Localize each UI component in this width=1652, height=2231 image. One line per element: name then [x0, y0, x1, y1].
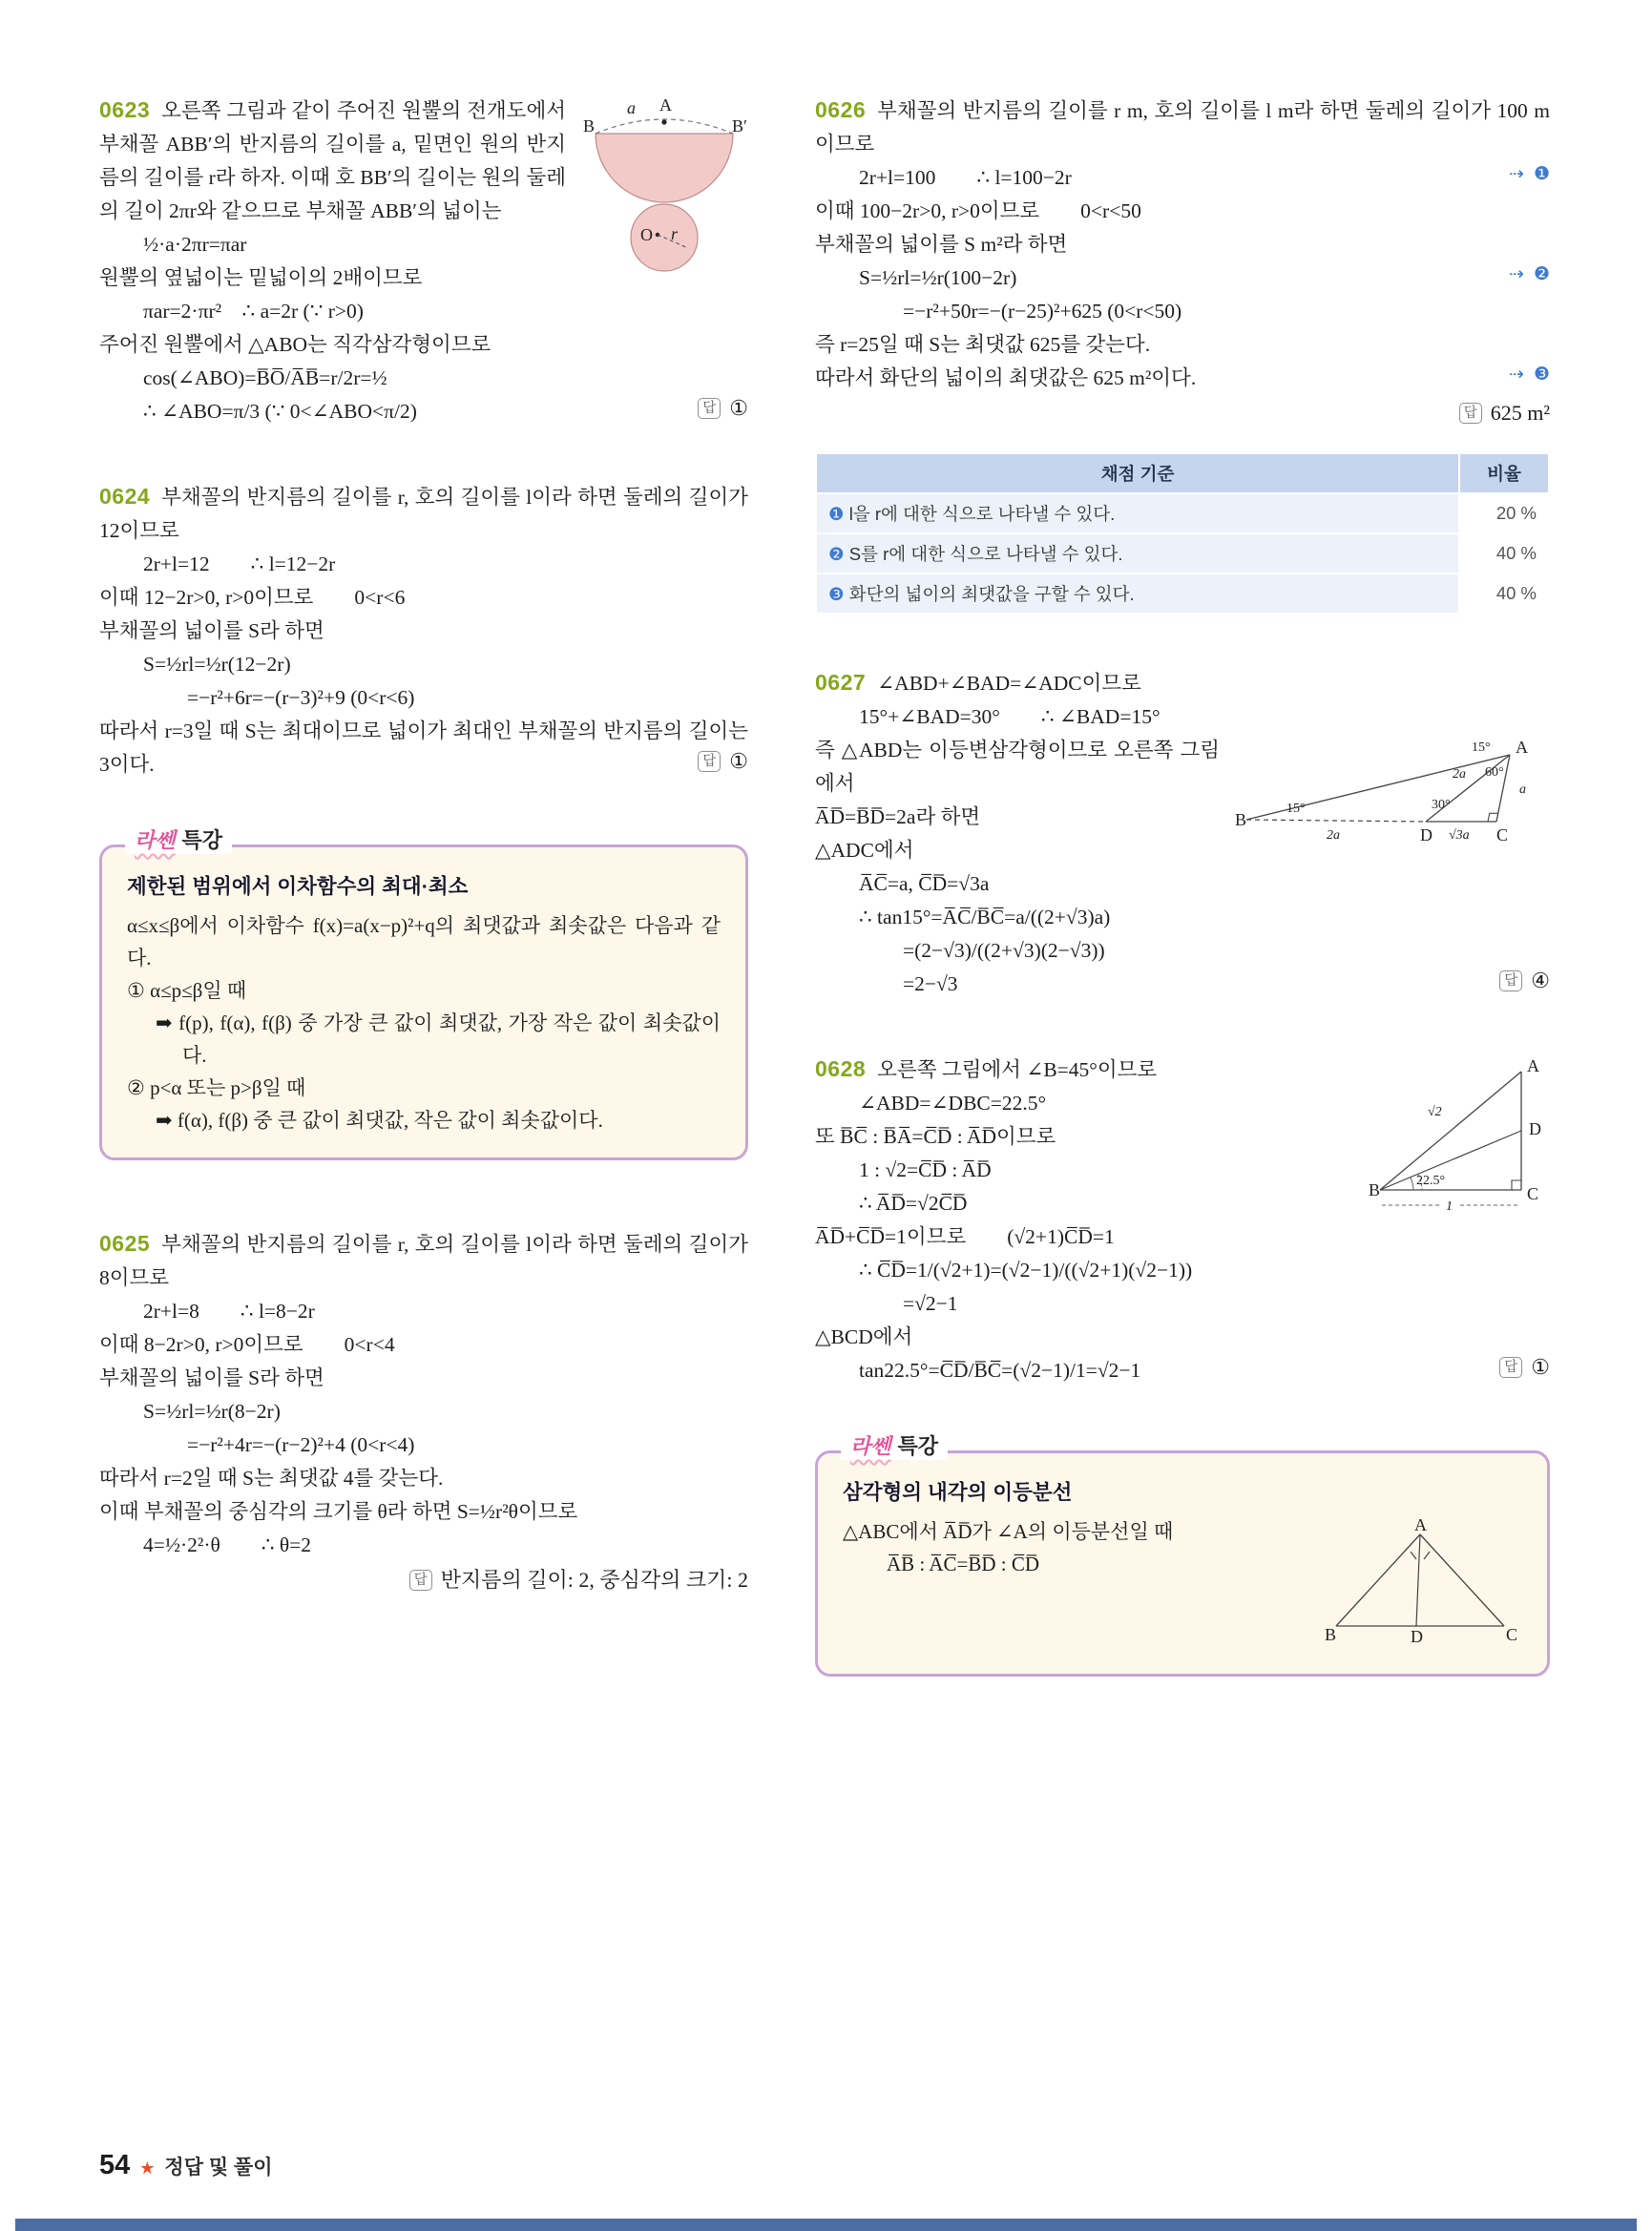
formula-line — [815, 968, 1550, 1001]
line-text: ① α≤p≤β일 때 — [127, 979, 247, 1002]
text-line — [99, 480, 748, 548]
line-text: 부채꼴의 넓이를 S라 하면 — [99, 619, 324, 642]
text-line — [815, 1321, 1550, 1354]
criteria-number-icon: ❶ — [828, 504, 845, 524]
ratio-cell: 40 % — [1460, 574, 1548, 613]
lecture-body — [843, 1515, 1522, 1580]
text-line — [99, 1362, 748, 1395]
line-text: ∴ tan15°=A̅C̅/B̅C̅=a/((2+√3)a) — [859, 906, 1111, 928]
label-C: C — [1496, 825, 1509, 844]
ratio-cell: 20 % — [1460, 494, 1548, 532]
formula-line — [815, 901, 1550, 934]
problem-number: 0626 — [815, 97, 867, 122]
line-text: =−r²+50r=−(r−25)²+625 (0<r<50) — [903, 300, 1182, 323]
step-mark: ⇢ ❶ — [1509, 163, 1552, 184]
formula-line — [843, 1548, 1522, 1580]
line-text: 부채꼴의 반지름의 길이를 r m, 호의 길이를 l m라 하면 둘레의 길이가 100 m이므로 — [815, 99, 1550, 156]
text-line — [815, 1220, 1550, 1254]
line-text: ➡ f(p), f(α), f(β) 중 가장 큰 값이 최댓값, 가장 작은 값이 최솟값이다. — [156, 1011, 721, 1067]
lecture-body — [127, 909, 721, 1136]
text-line — [815, 195, 1550, 228]
problem-number: 0624 — [99, 484, 151, 509]
star-icon: ★ — [139, 2158, 156, 2178]
line-text: 오른쪽 그림에서 ∠B=45°이므로 — [877, 1058, 1158, 1081]
line-text: ② p<α 또는 p>β일 때 — [127, 1076, 306, 1099]
lecture-tag: 특강 — [897, 1434, 939, 1458]
text-line — [815, 228, 1550, 261]
formula-line — [99, 548, 748, 581]
answer-box-icon: 답 — [1459, 403, 1482, 424]
label-B: B — [583, 116, 596, 136]
formula-line — [99, 1428, 748, 1462]
line-text: ∴ A̅D̅=√2C̅D̅ — [859, 1192, 968, 1215]
label-D: D — [1529, 1119, 1541, 1138]
label-A: A — [1414, 1519, 1427, 1534]
text-line — [99, 1495, 748, 1529]
problem-number: 0625 — [99, 1231, 151, 1256]
footer-label: 정답 및 풀이 — [164, 2157, 273, 2179]
label-B: B — [1235, 810, 1247, 829]
text-line — [815, 1053, 1550, 1087]
label-BC-1: 1 — [1446, 1199, 1453, 1214]
page-edge-strip — [15, 2219, 1637, 2231]
lecture-tag: 특강 — [181, 828, 223, 852]
line-text: 2r+l=8 ∴ l=8−2r — [143, 1300, 315, 1323]
line-text: =−r²+4r=−(r−2)²+4 (0<r<4) — [187, 1433, 415, 1456]
line-text: =−r²+6r=−(r−3)²+9 (0<r<6) — [187, 686, 415, 709]
text-line — [815, 734, 1550, 801]
line-text: 이때 8−2r>0, r>0이므로 0<r<4 — [99, 1333, 395, 1356]
label-A: A — [1527, 1056, 1539, 1075]
formula-line — [99, 295, 748, 328]
line-text: ∠ABD+∠BAD=∠ADC이므로 — [877, 672, 1141, 695]
label-angle-B-15: 15° — [1286, 802, 1306, 816]
line-text: △BCD에서 — [815, 1325, 913, 1348]
line-text: 또 B̅C̅ : B̅A̅=C̅D̅ : A̅D̅이므로 — [815, 1125, 1056, 1148]
answer-value: ④ — [1531, 969, 1550, 992]
criteria-cell: ❷ S를 r에 대한 식으로 나타낼 수 있다. — [817, 534, 1458, 573]
line-text: 이때 100−2r>0, r>0이므로 0<r<50 — [815, 199, 1141, 222]
line-text: 부채꼴의 반지름의 길이를 r, 호의 길이를 l이라 하면 둘레의 길이가 12이므로 — [99, 486, 748, 542]
answer-value: ① — [729, 749, 748, 773]
grading-table-row — [817, 494, 1548, 532]
formula-line — [99, 681, 748, 715]
label-AC-a: a — [1519, 782, 1526, 797]
label-r: r — [671, 224, 679, 243]
solution-0625 — [99, 1227, 748, 1600]
line-text: πar=2·πr² ∴ a=2r (∵ r>0) — [143, 300, 364, 323]
page-footer — [99, 2150, 273, 2181]
formula-line — [99, 1295, 748, 1328]
problem-number: 0627 — [815, 670, 867, 695]
right-column — [815, 94, 1550, 1743]
text-line — [99, 581, 748, 615]
answer-value: 625 m² — [1490, 401, 1550, 425]
lecture-box-quadratic-max-min — [99, 828, 748, 1160]
lassen-logo: 라쎈 — [135, 828, 176, 852]
answer-box-icon: 답 — [698, 751, 721, 772]
formula-line — [815, 1254, 1550, 1287]
label-B-prime: B′ — [732, 116, 747, 136]
line-text: A̅C̅=a, C̅D̅=√3a — [859, 872, 990, 895]
text-line — [99, 94, 748, 228]
line-text: A̅D̅+C̅D̅=1이므로 (√2+1)C̅D̅=1 — [815, 1225, 1115, 1248]
formula-line — [815, 1287, 1550, 1321]
criteria-cell: ❸ 화단의 넓이의 최댓값을 구할 수 있다. — [817, 574, 1458, 613]
label-D: D — [1411, 1627, 1423, 1643]
line-text: =√2−1 — [903, 1292, 958, 1315]
page-number: 54 — [99, 2150, 131, 2180]
formula-line — [815, 700, 1550, 734]
solution-0626 — [815, 94, 1550, 433]
line-text: 이때 부채꼴의 중심각의 크기를 θ라 하면 S=½r²θ이므로 — [99, 1500, 578, 1523]
line-text: 원뿔의 옆넓이는 밑넓이의 2배이므로 — [99, 266, 423, 289]
text-line — [99, 715, 748, 782]
text-line — [815, 834, 1550, 867]
line-text: tan22.5°=C̅D̅/B̅C̅=(√2−1)/1=√2−1 — [859, 1359, 1141, 1382]
formula-line — [815, 934, 1550, 968]
text-line — [815, 395, 1550, 433]
text-line — [99, 261, 748, 295]
formula-line — [99, 228, 748, 261]
line-text: ∠ABD=∠DBC=22.5° — [859, 1092, 1047, 1115]
formula-line — [815, 261, 1550, 295]
text-line — [127, 1007, 721, 1072]
line-text: A̅B̅ : A̅C̅=B̅D̅ : C̅D̅ — [887, 1553, 1040, 1575]
answer-value: 반지름의 길이: 2, 중심각의 크기: 2 — [440, 1568, 748, 1592]
text-line — [99, 615, 748, 648]
line-text: 부채꼴의 반지름의 길이를 r, 호의 길이를 l이라 하면 둘레의 길이가 8이므로 — [99, 1233, 748, 1289]
answer — [1499, 1350, 1550, 1385]
formula-line — [815, 1354, 1550, 1387]
text-line — [99, 1227, 748, 1295]
label-angle-30: 30° — [1432, 798, 1451, 812]
label-D: D — [1420, 825, 1432, 844]
solution-0628 — [815, 1053, 1550, 1387]
formula-line — [815, 1087, 1550, 1120]
problem-0623 — [99, 94, 748, 428]
answer — [698, 744, 748, 779]
line-text: 2r+l=12 ∴ l=12−2r — [143, 553, 336, 575]
text-line — [815, 666, 1550, 700]
lecture-box-angle-bisector — [815, 1434, 1550, 1677]
line-text: △ABC에서 A̅D̅가 ∠A의 이등분선일 때 — [843, 1520, 1174, 1543]
text-line — [815, 1120, 1550, 1154]
label-BA-sqrt2: √2 — [1428, 1105, 1442, 1119]
lecture-title: 삼각형의 내각의 이등분선 — [843, 1481, 1073, 1504]
lassen-badge — [841, 1430, 948, 1460]
line-text: 주어진 원뿔에서 △ABO는 직각삼각형이므로 — [99, 333, 491, 356]
text-line — [815, 94, 1550, 161]
line-text: 즉 r=25일 때 S는 최댓값 625를 갖는다. — [815, 333, 1151, 356]
answer — [698, 391, 748, 426]
ratio-cell: 40 % — [1460, 534, 1548, 573]
line-text: S=½rl=½r(100−2r) — [859, 266, 1017, 289]
line-text: cos(∠ABO)=B̅O̅/A̅B̅=r/2r=½ — [143, 366, 387, 389]
solution-0627-part1 — [815, 666, 1550, 734]
lecture-title: 제한된 범위에서 이차함수의 최대·최소 — [127, 875, 469, 898]
formula-line — [99, 648, 748, 681]
answer-box-icon: 답 — [1499, 1357, 1522, 1378]
text-line — [99, 328, 748, 362]
answer-value: ① — [729, 396, 748, 420]
answer — [1459, 396, 1550, 430]
label-B: B — [1369, 1180, 1381, 1199]
line-text: △ADC에서 — [815, 839, 914, 862]
lassen-badge — [125, 824, 232, 854]
text-line — [99, 1562, 748, 1600]
label-BD-2a: 2a — [1327, 828, 1340, 843]
text-line — [127, 1072, 721, 1104]
line-text: ½·a·2πr=πar — [143, 233, 247, 256]
line-text: 2r+l=100 ∴ l=100−2r — [859, 166, 1072, 189]
criteria-header: 채점 기준 — [817, 454, 1458, 492]
line-text: α≤x≤β에서 이차함수 f(x)=a(x−p)²+q의 최댓값과 최솟값은 다음과 같다. — [127, 914, 721, 970]
label-angle-B-22-5: 22.5° — [1416, 1174, 1446, 1188]
text-line — [127, 1104, 721, 1136]
step-mark: ⇢ ❸ — [1509, 364, 1552, 385]
formula-line — [815, 295, 1550, 328]
label-C: C — [1506, 1625, 1518, 1643]
criteria-cell: ❶ l을 r에 대한 식으로 나타낼 수 있다. — [817, 494, 1458, 532]
problem-0624 — [99, 480, 748, 782]
line-text: 오른쪽 그림과 같이 주어진 원뿔의 전개도에서 부채꼴 ABB′의 반지름의 길이를 a, 밑면인 원의 반지름의 길이를 r라 하자. 이때 호 BB′의 길이는 원의 둘레의 길이 2πr와 같으므로 부채꼴 ABB′의 넓이는 — [99, 99, 566, 222]
solution-0624 — [99, 480, 748, 782]
problem-0627 — [815, 666, 1550, 1001]
line-text: 따라서 화단의 넓이의 최댓값은 625 m²이다. — [815, 366, 1197, 389]
line-text: =(2−√3)/((2+√3)(2−√3)) — [903, 939, 1105, 962]
label-A: A — [1516, 738, 1528, 757]
line-text: 4=½·2²·θ ∴ θ=2 — [143, 1533, 312, 1556]
label-a: a — [627, 98, 636, 117]
label-angle-A-15: 15° — [1472, 740, 1491, 755]
text-line — [815, 801, 1550, 834]
problem-0625 — [99, 1227, 748, 1600]
grading-table-row — [817, 574, 1548, 613]
label-DC-sqrt3a: √3a — [1449, 828, 1470, 843]
formula-line — [99, 362, 748, 395]
line-text: ∴ ∠ABO=π/3 (∵ 0<∠ABO<π/2) — [143, 400, 417, 423]
answer-box-icon: 답 — [1499, 970, 1522, 991]
label-B: B — [1325, 1625, 1337, 1643]
text-line — [815, 328, 1550, 362]
formula-line — [99, 395, 748, 428]
line-text: 따라서 r=3일 때 S는 최대이므로 넓이가 최대인 부채꼴의 반지름의 길이는 3이다. — [99, 719, 748, 776]
label-A: A — [659, 97, 672, 115]
answer — [1499, 964, 1550, 998]
line-text: S=½rl=½r(8−2r) — [143, 1400, 281, 1423]
criteria-number-icon: ❸ — [828, 584, 845, 604]
text-line — [99, 1328, 748, 1362]
label-C: C — [1527, 1184, 1539, 1203]
text-line — [843, 1515, 1522, 1548]
label-angle-60: 60° — [1485, 765, 1504, 780]
formula-line — [99, 1395, 748, 1428]
line-text: 부채꼴의 넓이를 S m²라 하면 — [815, 233, 1068, 256]
text-line — [815, 362, 1550, 395]
formula-line — [815, 1154, 1550, 1187]
step-mark: ⇢ ❷ — [1509, 263, 1552, 284]
line-text: ➡ f(α), f(β) 중 큰 값이 최댓값, 작은 값이 최솟값이다. — [156, 1109, 603, 1132]
problem-0628 — [815, 1053, 1550, 1387]
answer-box-icon: 답 — [698, 398, 721, 419]
answer-value: ① — [1531, 1355, 1550, 1379]
formula-line — [815, 867, 1550, 901]
grading-table-header-row — [817, 454, 1548, 492]
left-column — [99, 94, 748, 1743]
line-text: 15°+∠BAD=30° ∴ ∠BAD=15° — [859, 705, 1161, 728]
text-line — [127, 909, 721, 974]
line-text: ∴ C̅D̅=1/(√2+1)=(√2−1)/((√2+1)(√2−1)) — [859, 1259, 1193, 1282]
label-AD-2a: 2a — [1453, 767, 1466, 782]
line-text: A̅D̅=B̅D̅=2a라 하면 — [815, 805, 981, 828]
formula-line — [815, 161, 1550, 195]
line-text: 즉 △ABD는 이등변삼각형이므로 오른쪽 그림에서 — [815, 739, 1220, 795]
problem-0626 — [815, 94, 1550, 615]
answer-box-icon: 답 — [409, 1570, 432, 1591]
line-text: 1 : √2=C̅D̅ : A̅D̅ — [859, 1158, 992, 1181]
grading-table-body — [817, 494, 1548, 613]
grading-table — [815, 452, 1550, 615]
line-text: S=½rl=½r(12−2r) — [143, 653, 291, 676]
formula-line — [815, 1187, 1550, 1220]
text-line — [99, 1462, 748, 1495]
solution-0627-part2 — [815, 734, 1550, 1001]
grading-table-row — [817, 534, 1548, 573]
formula-line — [99, 1529, 748, 1562]
problem-number: 0628 — [815, 1056, 867, 1081]
lassen-logo: 라쎈 — [850, 1434, 891, 1458]
label-O: O — [640, 225, 653, 244]
line-text: 부채꼴의 넓이를 S라 하면 — [99, 1366, 324, 1389]
line-text: 이때 12−2r>0, r>0이므로 0<r<6 — [99, 586, 406, 609]
criteria-number-icon: ❷ — [828, 544, 845, 564]
problem-number: 0623 — [99, 97, 151, 122]
solution-0623 — [99, 94, 748, 428]
text-line — [127, 974, 721, 1007]
line-text: 따라서 r=2일 때 S는 최댓값 4를 갖는다. — [99, 1467, 444, 1490]
line-text: =2−√3 — [903, 972, 958, 995]
answer — [409, 1563, 748, 1597]
ratio-header: 비율 — [1460, 454, 1548, 492]
